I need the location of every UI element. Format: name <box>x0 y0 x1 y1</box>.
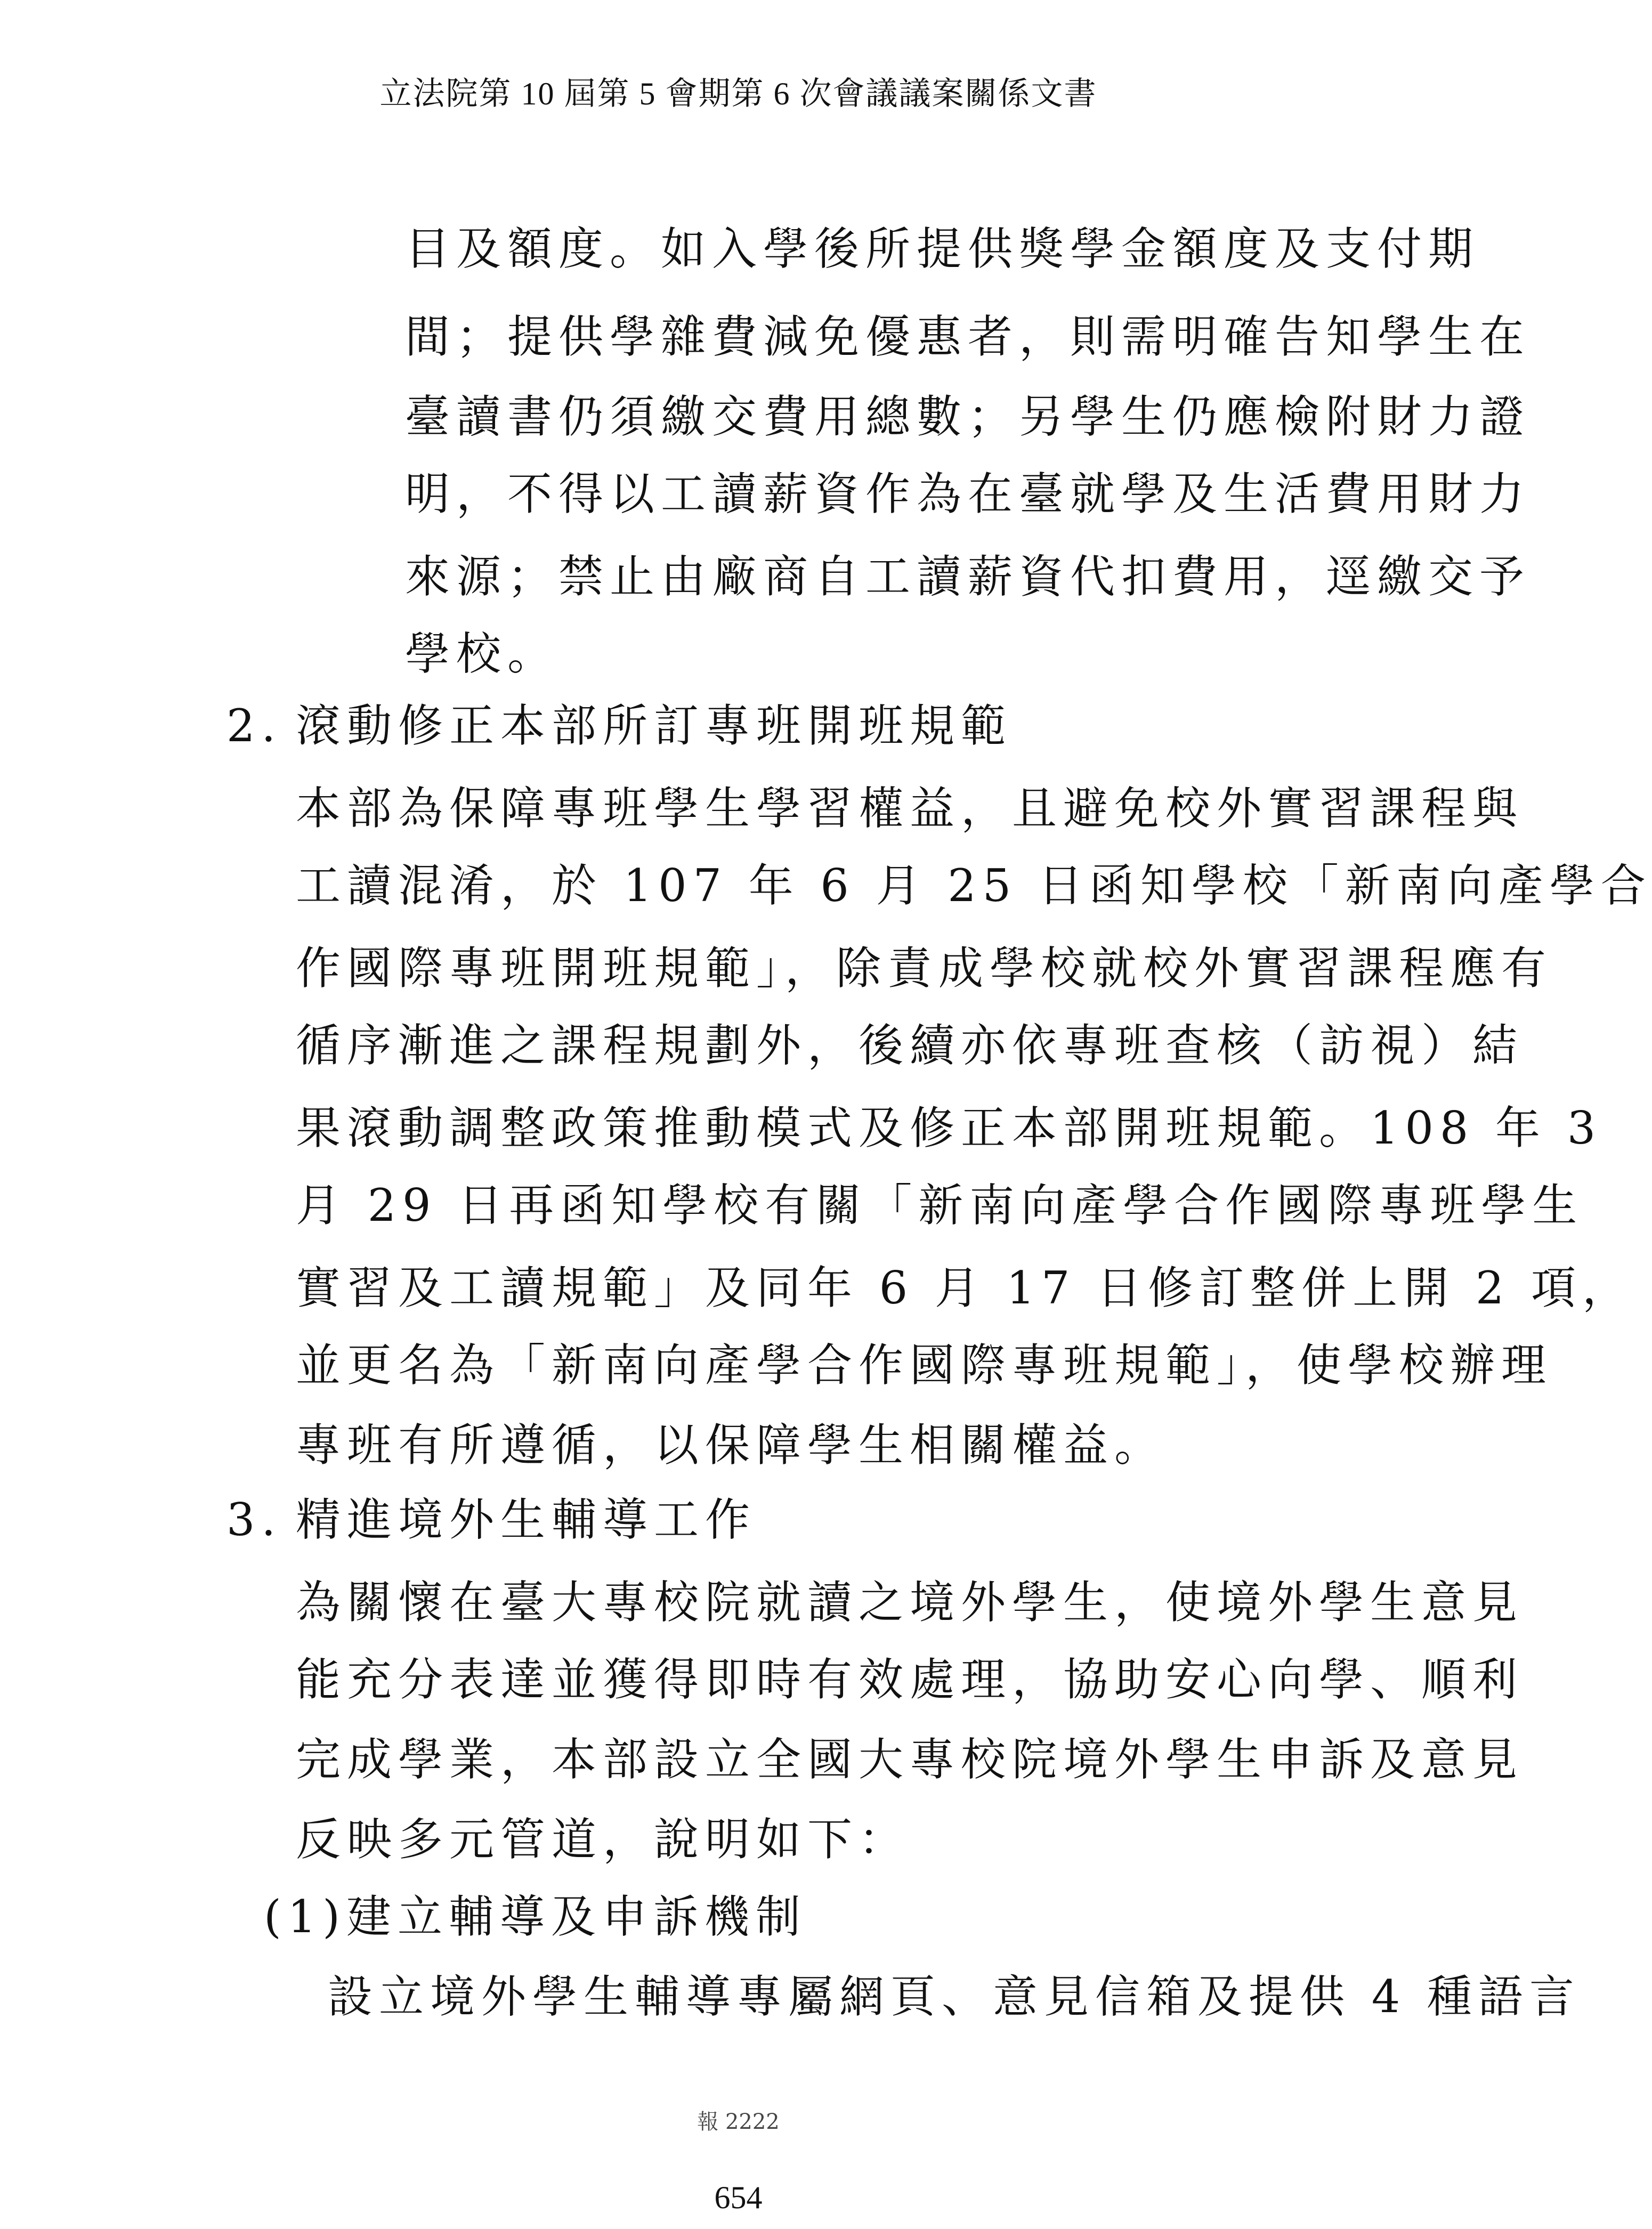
footer-cut-text: 報 2222 <box>697 2110 780 2134</box>
paragraph-line: 臺讀書仍須繳交費用總數；另學生仍應檢附財力證 <box>405 391 1531 443</box>
section-3-title: 精進境外生輔導工作 <box>296 1494 757 1546</box>
paragraph-line: 反映多元管道，說明如下： <box>296 1813 910 1866</box>
paragraph-line: 間；提供學雜費減免優惠者，則需明確告知學生在 <box>405 311 1531 363</box>
paragraph-line: 月 29 日再函知學校有關「新南向產學合作國際專班學生 <box>296 1179 1584 1231</box>
section-3-number: 3. <box>226 1494 282 1546</box>
paragraph-line: 循序漸進之課程規劃外，後續亦依專班查核（訪視）結 <box>296 1019 1524 1072</box>
paragraph-line: 目及額度。如入學後所提供獎學金額度及支付期 <box>405 223 1480 275</box>
paragraph-line: 設立境外學生輔導專屬網頁、意見信箱及提供 4 種語言 <box>328 1971 1581 2023</box>
document-header: 立法院第 10 屆第 5 會期第 6 次會議議案關係文書 <box>379 76 1097 111</box>
paragraph-line: 學校。 <box>405 628 559 680</box>
section-2-number: 2. <box>226 700 282 752</box>
subsection-1-title: (1)建立輔導及申訴機制 <box>264 1891 807 1943</box>
paragraph-line: 為關懷在臺大專校院就讀之境外學生，使境外學生意見 <box>296 1576 1524 1628</box>
paragraph-line: 來源；禁止由廠商自工讀薪資代扣費用，逕繳交予 <box>405 550 1531 603</box>
paragraph-line: 本部為保障專班學生學習權益，且避免校外實習課程與 <box>296 782 1524 834</box>
paragraph-line: 作國際專班開班規範」，除責成學校就校外實習課程應有 <box>296 942 1553 994</box>
paragraph-line: 專班有所遵循，以保障學生相關權益。 <box>296 1419 1166 1471</box>
paragraph-line: 並更名為「新南向產學合作國際專班規範」，使學校辦理 <box>296 1339 1553 1391</box>
section-2-title: 滾動修正本部所訂專班開班規範 <box>296 700 1013 752</box>
page-number: 654 <box>714 2180 763 2215</box>
paragraph-line: 果滾動調整政策推動模式及修正本部開班規範。108 年 3 <box>296 1102 1602 1154</box>
paragraph-line: 完成學業，本部設立全國大專校院境外學生申訴及意見 <box>296 1733 1524 1786</box>
paragraph-line: 實習及工讀規範」及同年 6 月 17 日修訂整併上開 2 項， <box>296 1262 1633 1314</box>
paragraph-line: 能充分表達並獲得即時有效處理，協助安心向學、順利 <box>296 1653 1524 1706</box>
paragraph-line: 工讀混淆，於 107 年 6 月 25 日函知學校「新南向產學合 <box>296 860 1652 912</box>
paragraph-line: 明，不得以工讀薪資作為在臺就學及生活費用財力 <box>405 468 1531 520</box>
